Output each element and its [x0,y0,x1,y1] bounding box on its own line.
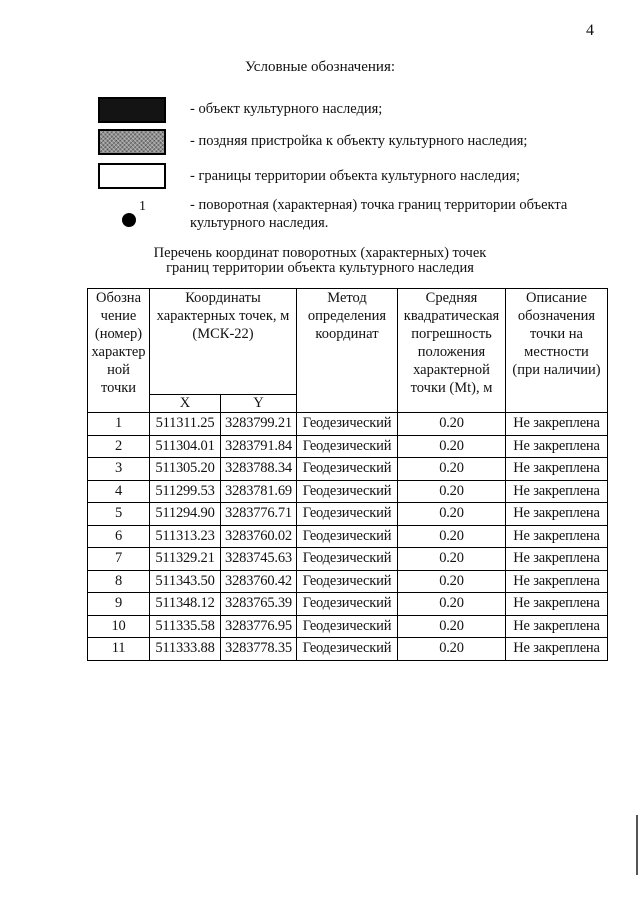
legend-annex-label: - поздняя пристройка к объекту культурного наследия; [190,133,528,149]
page-number: 4 [586,22,594,39]
coordinate-y-cell: 3283765.39 [221,593,297,616]
table-title-line-1: Перечень координат поворотных (характерных) точек [153,245,487,261]
table-row [88,458,608,481]
coordinate-x-cell: 511299.53 [150,480,221,503]
description-cell: Не закреплена [506,615,608,638]
table-row [88,593,608,616]
description-cell: Не закреплена [506,548,608,571]
method-cell: Геодезический [297,593,398,616]
description-cell: Не закреплена [506,570,608,593]
table-row [88,548,608,571]
accuracy-cell: 0.20 [398,413,506,436]
coordinate-x-cell: 511311.25 [150,413,221,436]
point-number-cell: 2 [88,435,150,458]
header-description: Описание обозначения точки на местности (при наличии) [506,289,608,413]
point-number-cell: 9 [88,593,150,616]
accuracy-cell: 0.20 [398,458,506,481]
coordinate-x-cell: 511294.90 [150,503,221,526]
table-title-line-2: границ территории объекта культурного наследия [166,260,474,276]
coordinate-y-cell: 3283760.02 [221,525,297,548]
legend-annex-swatch [98,129,166,155]
coordinate-y-cell: 3283788.34 [221,458,297,481]
coordinate-x-cell: 511348.12 [150,593,221,616]
method-cell: Геодезический [297,525,398,548]
legend-turning-point-label: - поворотная (характерная) точка границ территории объекта культурного наследия. [190,197,568,231]
method-cell: Геодезический [297,413,398,436]
point-number-cell: 5 [88,503,150,526]
coordinate-x-cell: 511329.21 [150,548,221,571]
table-row [88,503,608,526]
description-cell: Не закреплена [506,458,608,481]
description-cell: Не закреплена [506,435,608,458]
description-cell: Не закреплена [506,480,608,503]
coordinate-y-cell: 3283776.71 [221,503,297,526]
point-number-cell: 4 [88,480,150,503]
coordinate-y-cell: 3283791.84 [221,435,297,458]
turning-point-marker-icon [122,213,136,227]
point-number-cell: 8 [88,570,150,593]
table-row [88,435,608,458]
table-row [88,480,608,503]
coordinate-y-cell: 3283760.42 [221,570,297,593]
header-accuracy: Средняя квадратическая погрешность положения характерной точки (Mt), м [398,289,506,413]
point-number-cell: 7 [88,548,150,571]
coordinates-table [87,288,608,661]
legend-title: Условные обозначения: [244,59,396,75]
header-method: Метод определения координат [297,289,398,413]
accuracy-cell: 0.20 [398,480,506,503]
method-cell: Геодезический [297,638,398,661]
accuracy-cell: 0.20 [398,525,506,548]
table-row [88,413,608,436]
description-cell: Не закреплена [506,593,608,616]
legend-object-label: - объект культурного наследия; [190,101,383,117]
table-title [0,246,640,276]
table-row [88,570,608,593]
coordinate-y-cell: 3283778.35 [221,638,297,661]
method-cell: Геодезический [297,480,398,503]
coordinate-x-cell: 511313.23 [150,525,221,548]
table-row [88,638,608,661]
legend-boundary-swatch [98,163,166,189]
coordinate-x-cell: 511304.01 [150,435,221,458]
accuracy-cell: 0.20 [398,638,506,661]
method-cell: Геодезический [297,503,398,526]
coordinate-x-cell: 511305.20 [150,458,221,481]
legend-boundary-label: - границы территории объекта культурного наследия; [190,168,520,184]
method-cell: Геодезический [297,615,398,638]
description-cell: Не закреплена [506,503,608,526]
table-row [88,615,608,638]
point-number-cell: 6 [88,525,150,548]
coordinate-y-cell: 3283799.21 [221,413,297,436]
header-point-number: Обозна чение (номер) характер ной точки [88,289,150,413]
coordinate-x-cell: 511333.88 [150,638,221,661]
page-edge-line [636,815,638,875]
method-cell: Геодезический [297,458,398,481]
description-cell: Не закреплена [506,638,608,661]
point-number-cell: 11 [88,638,150,661]
turning-point-marker-number: 1 [139,199,146,214]
accuracy-cell: 0.20 [398,548,506,571]
method-cell: Геодезический [297,435,398,458]
accuracy-cell: 0.20 [398,503,506,526]
table-row [88,525,608,548]
accuracy-cell: 0.20 [398,435,506,458]
accuracy-cell: 0.20 [398,570,506,593]
accuracy-cell: 0.20 [398,593,506,616]
accuracy-cell: 0.20 [398,615,506,638]
point-number-cell: 1 [88,413,150,436]
coordinate-y-cell: 3283781.69 [221,480,297,503]
point-number-cell: 10 [88,615,150,638]
method-cell: Геодезический [297,548,398,571]
coordinate-y-cell: 3283776.95 [221,615,297,638]
description-cell: Не закреплена [506,413,608,436]
legend-object-swatch [98,97,166,123]
coordinate-y-cell: 3283745.63 [221,548,297,571]
description-cell: Не закреплена [506,525,608,548]
method-cell: Геодезический [297,570,398,593]
point-number-cell: 3 [88,458,150,481]
coordinate-x-cell: 511335.58 [150,615,221,638]
header-y: Y [221,395,297,413]
coordinate-x-cell: 511343.50 [150,570,221,593]
header-coordinates: Координаты характерных точек, м (МСК-22) [150,289,297,395]
header-x: X [150,395,221,413]
